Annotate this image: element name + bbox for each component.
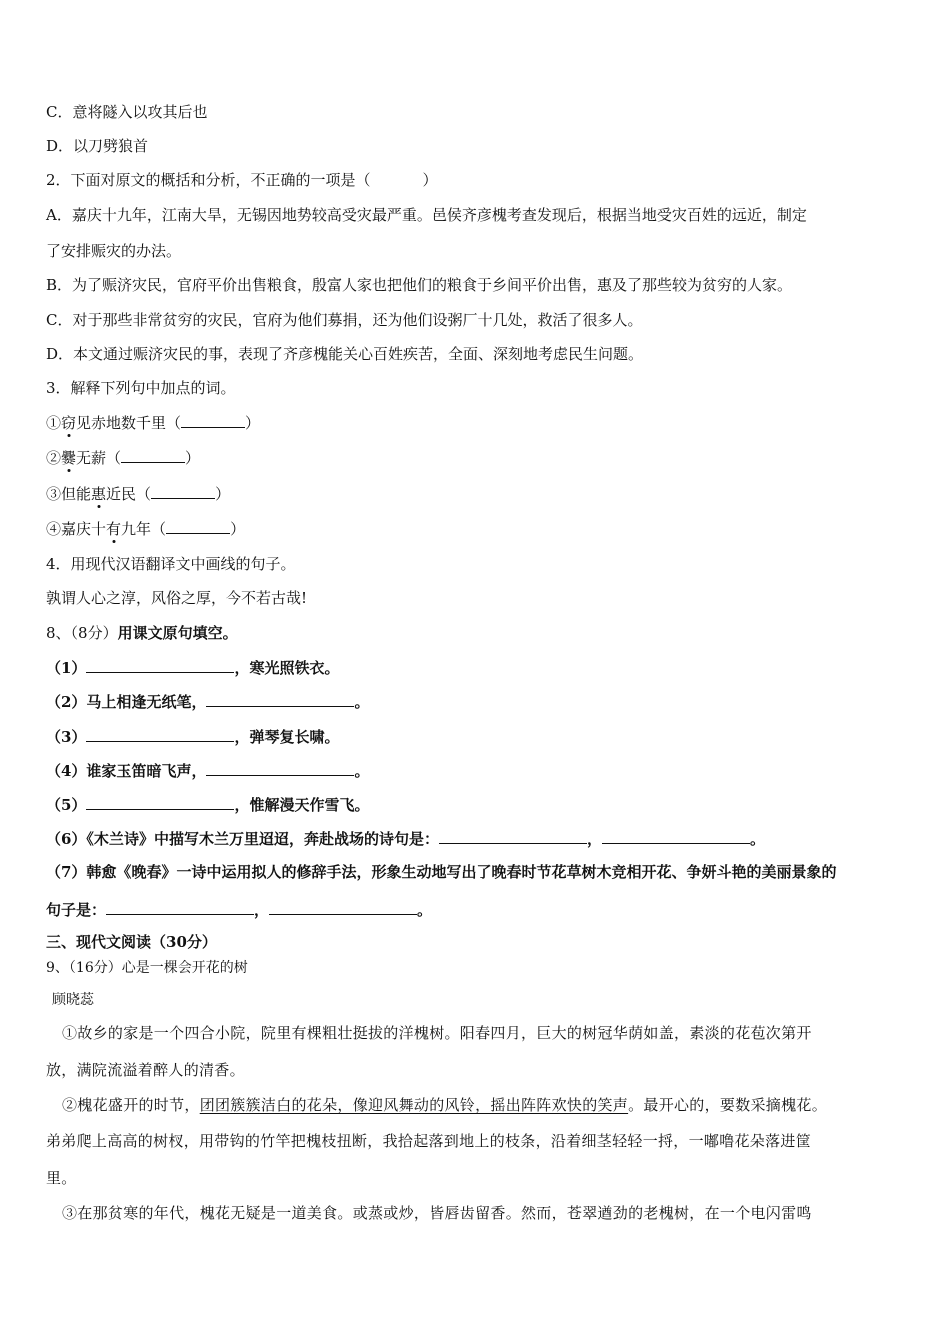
para2-line3: 里。 <box>46 1169 77 1187</box>
q8-answer-blank[interactable] <box>602 829 750 844</box>
q3-dotted-word: 有 <box>106 520 122 538</box>
q8-answer-blank[interactable] <box>206 761 354 776</box>
para2-line1 <box>62 1096 827 1114</box>
q8-item-text: （6）《木兰诗》中描写木兰万里迢迢，奔赴战场的诗句是： <box>46 830 439 848</box>
q8-item-number: （3） <box>46 728 87 746</box>
q8-item-number: （5） <box>46 796 87 814</box>
q8-number: 8、（8分） <box>46 624 118 642</box>
q2-stem-close: ） <box>422 171 438 189</box>
q3-item-close: ） <box>230 520 246 538</box>
q2-option-a-line1: A．嘉庆十九年，江南大旱，无锡因地势较高受灾最严重。邑侯齐彦槐考查发现后，根据当地受灾百姓的远近，制定 <box>46 206 807 224</box>
q3-item-number: ④ <box>46 520 62 538</box>
q2-option-b: B．为了赈济灾民，官府平价出售粮食，殷富人家也把他们的粮食于乡间平价出售，惠及了那些较为贫穷的人家。 <box>46 276 793 294</box>
q2-option-d: D．本文通过赈济灾民的事，表现了齐彦槐能关心百姓疾苦，全面、深刻地考虑民生问题。 <box>46 345 644 363</box>
section-heading: 三、现代文阅读（30分） <box>46 933 217 951</box>
q3-item-number: ① <box>46 414 62 432</box>
q3-item-number: ② <box>46 449 62 467</box>
para1-line1: ①故乡的家是一个四合小院，院里有棵粗壮挺拔的洋槐树。阳春四月，巨大的树冠华荫如盖，素淡的花苞次第开 <box>62 1024 812 1042</box>
q3-item-1 <box>46 413 260 432</box>
q3-item-4 <box>46 519 245 538</box>
q3-dotted-word: 窃 <box>61 414 77 432</box>
q3-item-number: ③ <box>46 485 62 503</box>
q8-item-end: 。 <box>354 693 370 711</box>
para2-line2: 弟弟爬上高高的树杈，用带钩的竹竿把槐枝扭断，我拾起落到地上的枝条，沿着细茎轻轻一捋，一嘟噜花朵落进筐 <box>46 1132 812 1150</box>
q8-title: 用课文原句填空。 <box>117 624 238 642</box>
q8-item-1 <box>46 658 339 677</box>
q8-item-text: ，弹琴复长啸。 <box>234 728 340 746</box>
q3-answer-blank[interactable] <box>166 519 230 534</box>
para3-line1: ③在那贫寒的年代，槐花无疑是一道美食。或蒸或炒，皆唇齿留香。然而，苍翠遒劲的老槐树，在一个电闪雷鸣 <box>62 1204 812 1222</box>
q4-sentence: 孰谓人心之淳，风俗之厚，今不若古哉! <box>46 589 308 607</box>
q3-answer-blank[interactable] <box>181 413 245 428</box>
q8-answer-blank[interactable] <box>206 692 354 707</box>
q3-item-3 <box>46 484 230 503</box>
q8-answer-blank[interactable] <box>86 727 234 742</box>
q8-item-comma: ， <box>586 830 602 848</box>
q8-item-number: （1） <box>46 659 87 677</box>
q8-item-7-line2 <box>46 900 432 919</box>
q1-option-c: C．意将隧入以攻其后也 <box>46 103 208 121</box>
q3-item-post: 见赤地数千里（ <box>76 414 182 432</box>
q3-item-post: 无薪（ <box>76 449 122 467</box>
q3-answer-blank[interactable] <box>121 448 185 463</box>
q9-label: 9、（16分）心是一棵会开花的树 <box>46 960 248 976</box>
q3-dotted-word: 惠 <box>91 485 107 503</box>
q8-item-7-line1: （7）韩愈《晚春》一诗中运用拟人的修辞手法，形象生动地写出了晚春时节花草树木竞相开花、争妍斗艳的美丽景象的 <box>46 863 837 881</box>
q8-item-end: 。 <box>749 830 765 848</box>
q8-answer-blank[interactable] <box>269 900 417 915</box>
q2-option-a-line2: 了安排赈灾的办法。 <box>46 242 182 260</box>
q8-item-6 <box>46 829 765 848</box>
q3-item-pre: 嘉庆十 <box>61 520 107 538</box>
q8-item-3 <box>46 727 339 746</box>
q3-item-close: ） <box>245 414 261 432</box>
para2-text: 。最开心的，要数采摘槐花。 <box>628 1096 828 1114</box>
q2-stem <box>46 171 438 189</box>
q8-answer-blank[interactable] <box>439 829 587 844</box>
para2-text: ②槐花盛开的时节， <box>62 1096 200 1114</box>
para2-underlined-sentence: 团团簇簇洁白的花朵，像迎风舞动的风铃，摇出阵阵欢快的笑声 <box>199 1096 629 1114</box>
q8-item-end: 。 <box>417 901 433 919</box>
para1-line2: 放，满院流溢着醉人的清香。 <box>46 1061 245 1079</box>
q8-item-5 <box>46 795 369 814</box>
q3-item-post: 九年（ <box>121 520 167 538</box>
q8-item-4 <box>46 761 369 780</box>
q3-item-2 <box>46 448 200 467</box>
q8-answer-blank[interactable] <box>106 900 254 915</box>
q8-item-text: （2）马上相逢无纸笔， <box>46 693 207 711</box>
q8-item-2 <box>46 692 369 711</box>
q8-item-text: ，惟解漫天作雪飞。 <box>234 796 370 814</box>
article-author: 顾晓蕊 <box>52 992 94 1008</box>
q3-item-pre: 但能 <box>61 485 92 503</box>
q8-item-text: 句子是： <box>46 901 107 919</box>
q8-answer-blank[interactable] <box>86 795 234 810</box>
q8-item-text: ，寒光照铁衣。 <box>234 659 340 677</box>
q4-stem: 4．用现代汉语翻译文中画线的句子。 <box>46 555 296 573</box>
q2-stem-text: 2．下面对原文的概括和分析，不正确的一项是（ <box>46 171 371 189</box>
q8-item-text: （4）谁家玉笛暗飞声， <box>46 762 207 780</box>
q3-stem: 3．解释下列句中加点的词。 <box>46 379 236 397</box>
q3-item-post: 近民（ <box>106 485 152 503</box>
q3-answer-blank[interactable] <box>151 484 215 499</box>
q8-answer-blank[interactable] <box>86 658 234 673</box>
q3-dotted-word: 爨 <box>61 449 77 467</box>
q3-item-close: ） <box>185 449 201 467</box>
q8-heading <box>46 624 238 642</box>
q1-option-d: D．以刀劈狼首 <box>46 137 149 155</box>
q2-option-c: C．对于那些非常贫穷的灾民，官府为他们募捐，还为他们设粥厂十几处，救活了很多人。 <box>46 311 643 329</box>
q8-item-end: 。 <box>354 762 370 780</box>
q3-item-close: ） <box>215 485 231 503</box>
q8-item-comma: ， <box>254 901 270 919</box>
